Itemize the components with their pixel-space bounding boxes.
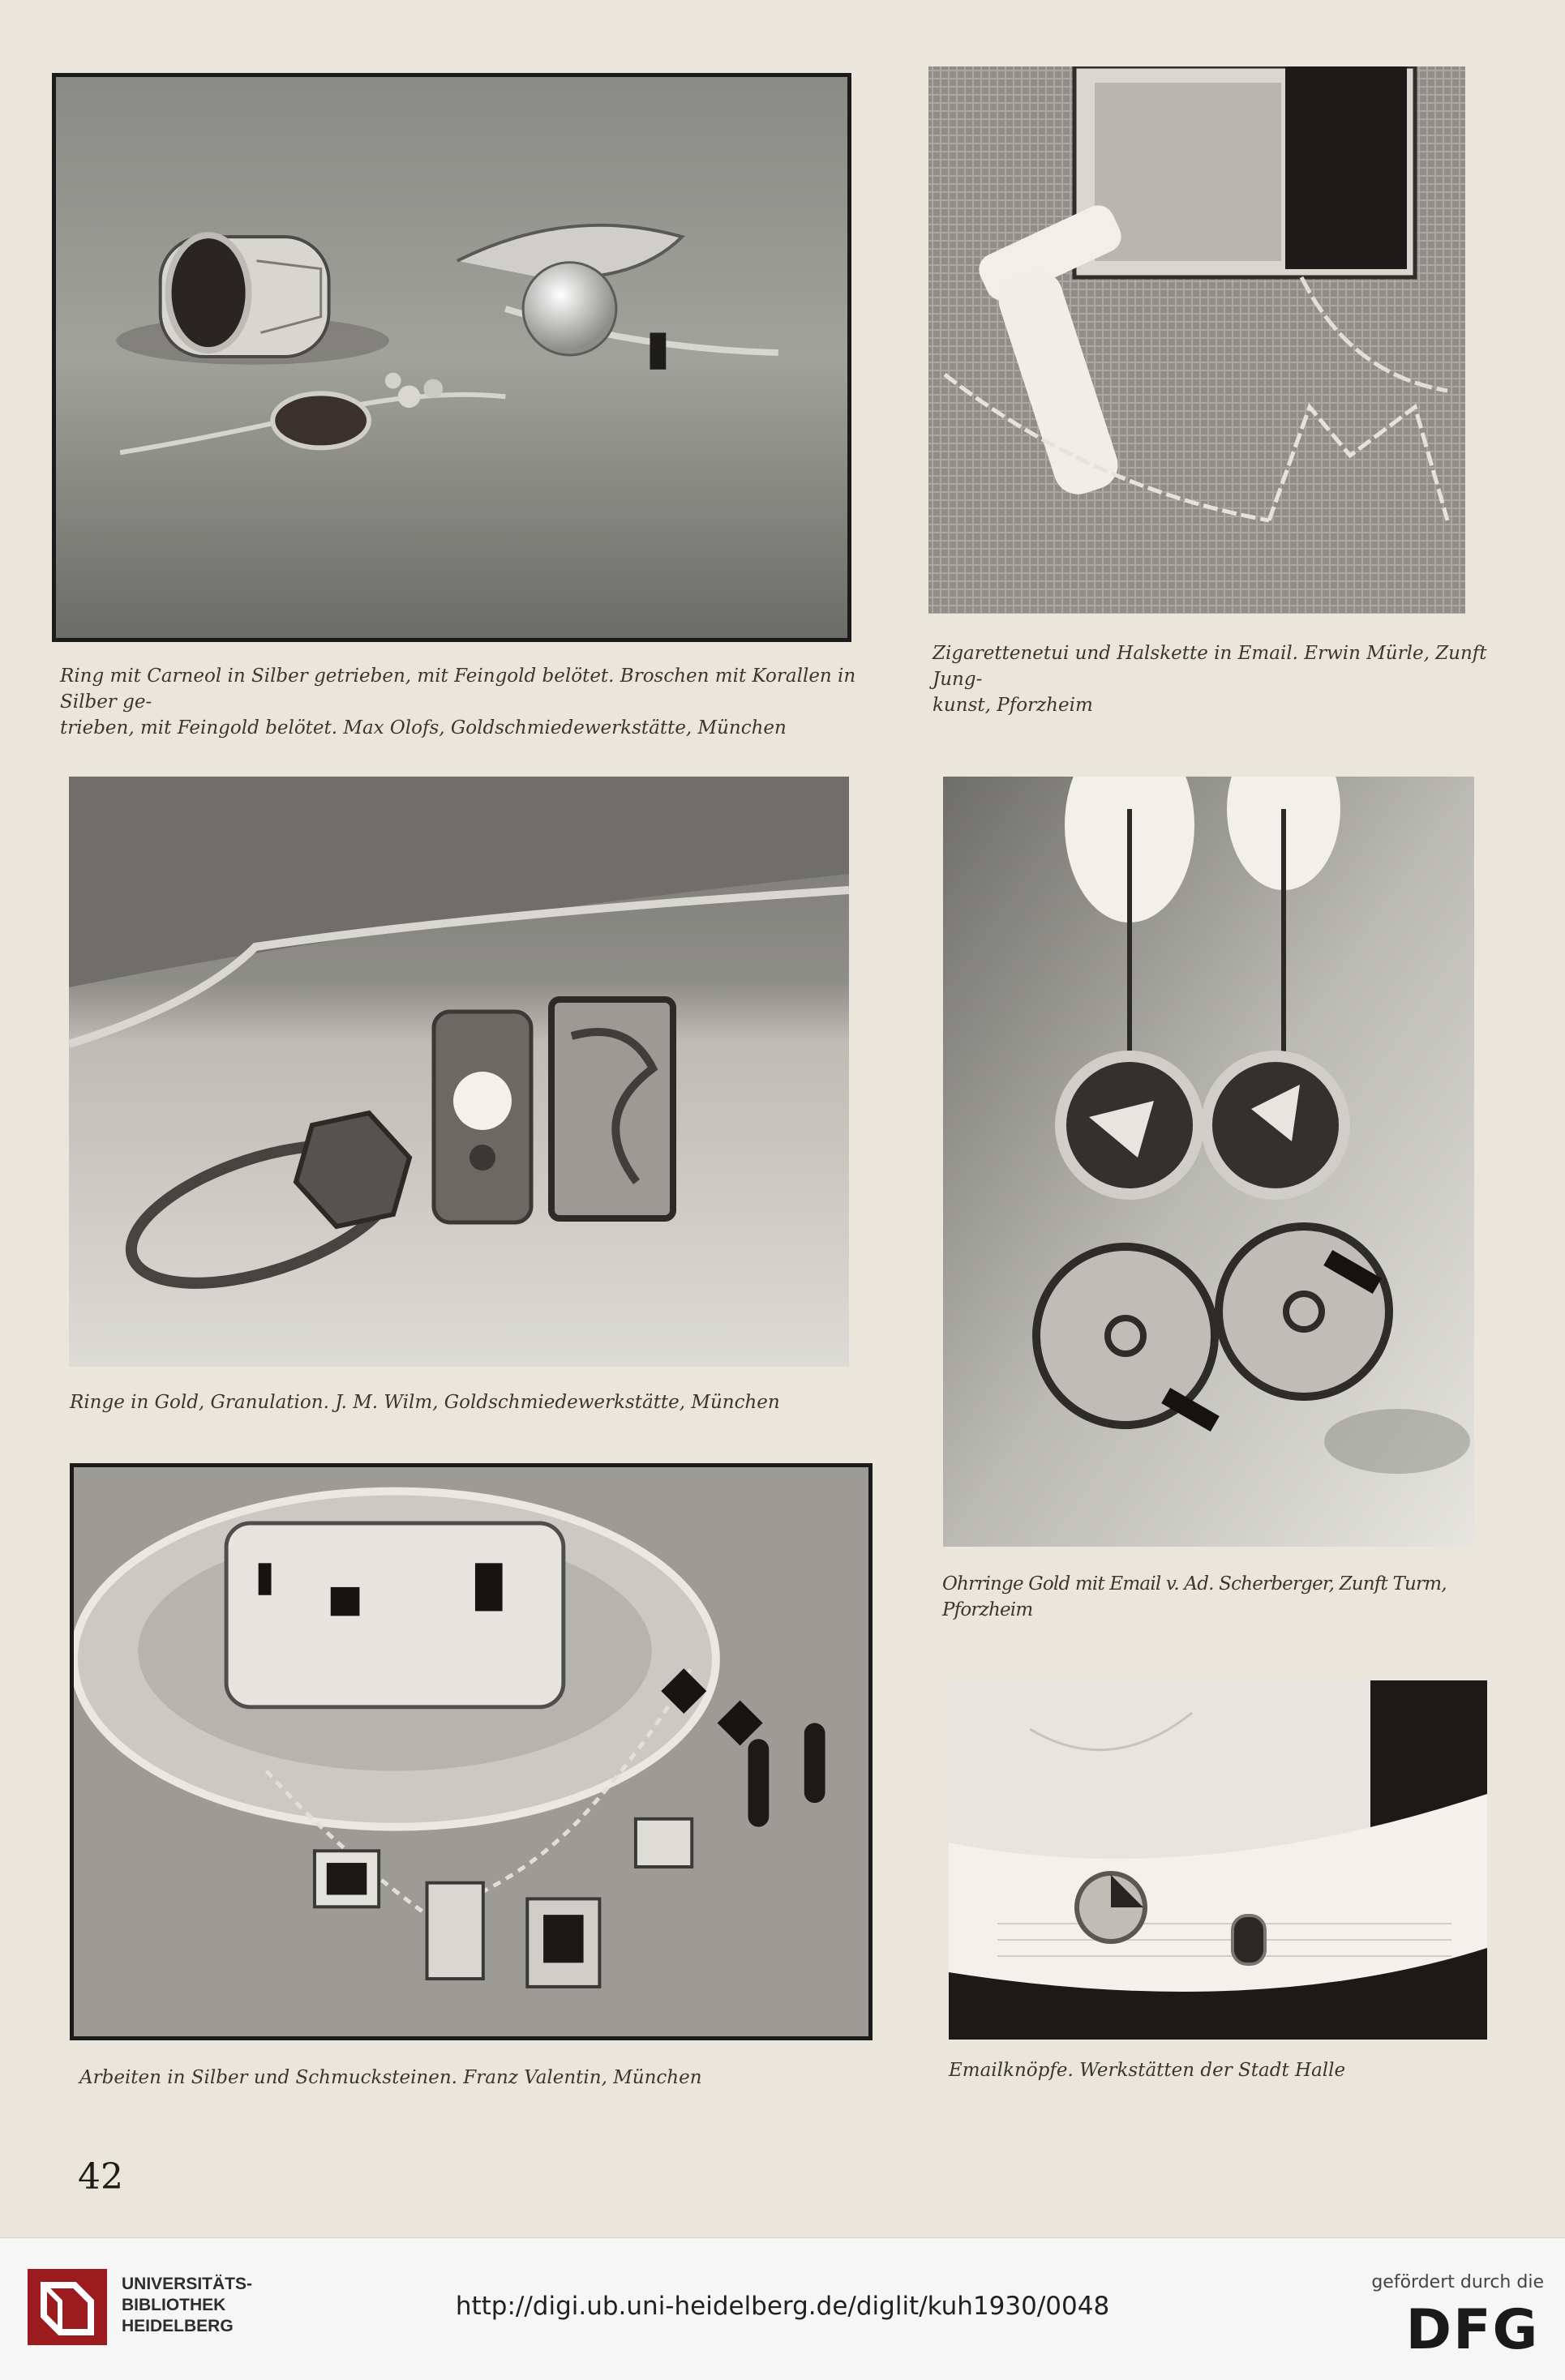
logo-line: UNIVERSITÄTS- — [122, 2275, 253, 2293]
photo-gold-rings — [69, 777, 849, 1367]
photo-cufflinks — [949, 1680, 1487, 2040]
photo-earrings — [943, 777, 1474, 1547]
caption-gold-rings — [70, 1389, 848, 1415]
caption-line: Zigarettenetui und Halskette in Email. Erwin Mürle, Zunft Jung- — [933, 643, 1487, 690]
permalink-url[interactable]: http://digi.ub.uni-heidelberg.de/diglit/kuh1930/0048 — [455, 2292, 1110, 2321]
caption-cigarette-case — [933, 640, 1500, 718]
photo-rings-brooches — [52, 73, 851, 642]
logo-line: HEIDELBERG — [122, 2317, 234, 2335]
logo-line: BIBLIOTHEK — [122, 2296, 226, 2314]
digital-library-footer — [0, 2237, 1565, 2380]
caption-line: Ohrringe Gold mit Email v. Ad. Scherberger, Zunft Turm, Pforzheim — [942, 1573, 1447, 1620]
caption-earrings — [942, 1571, 1510, 1623]
caption-silver-bracelet-necklace — [79, 2065, 858, 2091]
funding-label: gefördert durch die — [1371, 2272, 1544, 2292]
page-number: 42 — [78, 2156, 123, 2198]
caption-line: Ring mit Carneol in Silber getrieben, mit Feingold belötet. Broschen mit Korallen in Silber ge- — [60, 666, 856, 713]
caption-line: trieben, mit Feingold belötet. Max Olofs, Goldschmiedewerkstätte, München — [60, 717, 787, 738]
caption-line: Arbeiten in Silber und Schmucksteinen. Franz Valentin, München — [79, 2067, 702, 2088]
photo-cigarette-case — [928, 66, 1465, 614]
caption-line: Ringe in Gold, Granulation. J. M. Wilm, Goldschmiedewerkstätte, München — [70, 1392, 780, 1413]
caption-cufflinks — [949, 2057, 1500, 2083]
dfg-logo — [1401, 2300, 1544, 2356]
dfg-logo-text: DFG — [1405, 2300, 1540, 2356]
caption-line: kunst, Pforzheim — [933, 695, 1093, 716]
caption-line: Emailknöpfe. Werkstätten der Stadt Halle — [949, 2060, 1346, 2081]
caption-rings-brooches — [60, 663, 863, 741]
photo-silver-bracelet-necklace — [70, 1463, 873, 2040]
